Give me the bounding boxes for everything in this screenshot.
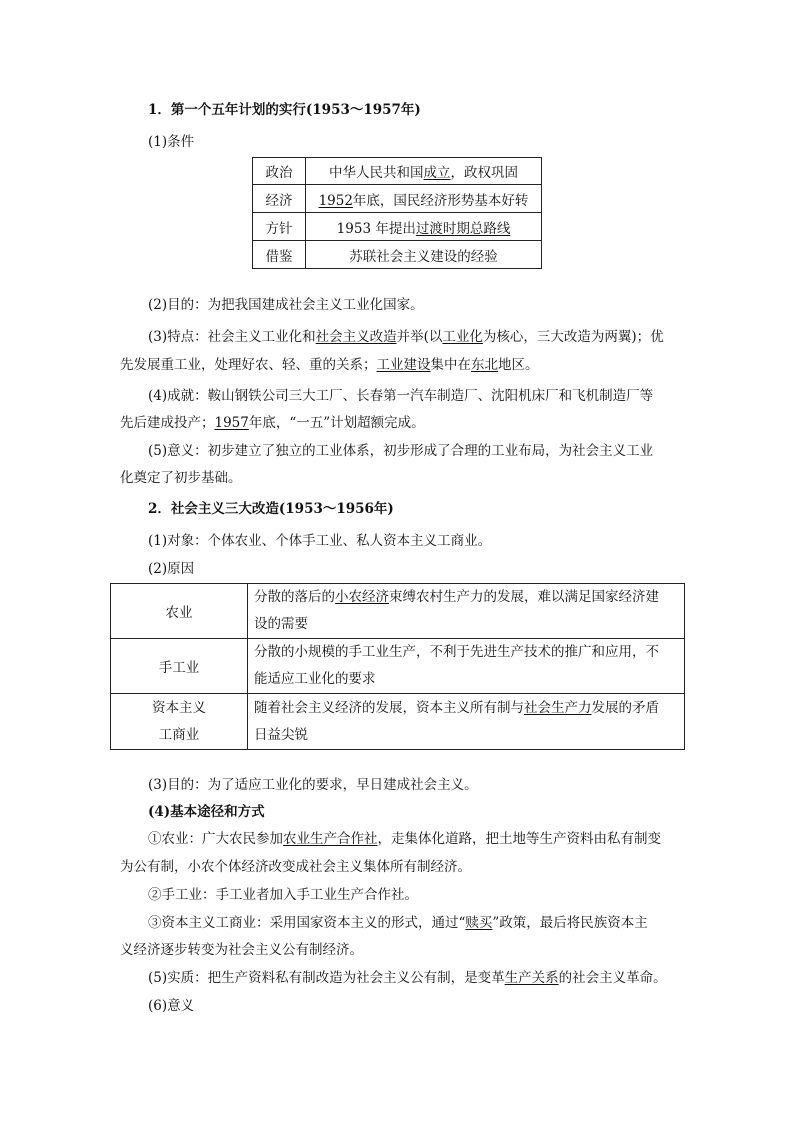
methods-label: (4)基本途径和方式 xyxy=(148,804,265,820)
commerce-paragraph: ③资本主义工商业：采用国家资本主义的形式，通过“赎买”政策，最后将民族资本主 xyxy=(148,915,648,931)
meaning-label: (6)意义 xyxy=(148,998,195,1014)
table-cell-key: 资本主义 工商业 xyxy=(111,694,248,750)
table-cell-value: 苏联社会主义建设的经验 xyxy=(306,241,542,269)
table-cell-key: 经济 xyxy=(253,185,306,213)
commerce-paragraph-line2: 义经济逐步转变为社会主义公有制经济。 xyxy=(120,942,363,958)
targets-paragraph: (1)对象：个体农业、个体手工业、私人资本主义工商业。 xyxy=(148,533,492,549)
table-cell-value: 随着社会主义经济的发展，资本主义所有制与社会生产力发展的矛盾 日益尖锐 xyxy=(248,694,685,750)
conditions-table xyxy=(252,157,542,269)
achievements-paragraph-line2: 先后建成投产；1957年底，“一五”计划超额完成。 xyxy=(120,415,425,431)
table-cell-value: 分散的小规模的手工业生产，不利于先进生产技术的推广和应用，不 能适应工业化的要求 xyxy=(248,639,685,694)
agriculture-paragraph-line2: 为公有制，小农个体经济改变成社会主义集体所有制经济。 xyxy=(120,859,471,875)
features-paragraph-line2: 先发展重工业，处理好农、轻、重的关系；工业建设集中在东北地区。 xyxy=(120,357,539,373)
achievements-paragraph: (4)成就：鞍山钢铁公司三大工厂、长春第一汽车制造厂、沈阳机床厂和飞机制造厂等 xyxy=(148,388,654,404)
goal-paragraph: (3)目的：为了适应工业化的要求，早日建成社会主义。 xyxy=(148,777,478,793)
table-cell-key: 手工业 xyxy=(111,639,248,694)
purpose-paragraph: (2)目的：为把我国建成社会主义工业化国家。 xyxy=(148,297,424,313)
reasons-label: (2)原因 xyxy=(148,561,195,577)
table-cell-value: 分散的落后的小农经济束缚农村生产力的发展，难以满足国家经济建 设的需要 xyxy=(248,584,685,639)
table-cell-value: 1953 年提出过渡时期总路线 xyxy=(306,213,542,241)
table-cell-key: 方针 xyxy=(253,213,306,241)
table-cell-value: 中华人民共和国成立，政权巩固 xyxy=(306,158,542,185)
essence-paragraph: (5)实质：把生产资料私有制改造为社会主义公有制，是变革生产关系的社会主义革命。 xyxy=(148,970,667,986)
conditions-label: (1)条件 xyxy=(148,134,195,150)
agriculture-paragraph: ①农业：广大农民参加农业生产合作社，走集体化道路，把土地等生产资料由私有制变 xyxy=(148,831,661,847)
table-cell-key: 借鉴 xyxy=(253,241,306,269)
section1-heading: 1．第一个五年计划的实行(1953～1957年) xyxy=(148,102,421,118)
handicraft-paragraph: ②手工业：手工业者加入手工业生产合作社。 xyxy=(148,887,418,903)
table-cell-value: 1952年底，国民经济形势基本好转 xyxy=(306,185,542,213)
features-paragraph: (3)特点：社会主义工业化和社会主义改造并举(以工业化为核心，三大改造为两翼)；优 xyxy=(148,329,664,345)
reasons-table xyxy=(110,583,685,750)
significance-paragraph-line2: 化奠定了初步基础。 xyxy=(120,470,242,486)
table-cell-key: 农业 xyxy=(111,584,248,639)
significance-paragraph: (5)意义：初步建立了独立的工业体系，初步形成了合理的工业布局，为社会主义工业 xyxy=(148,443,654,459)
section2-heading: 2．社会主义三大改造(1953～1956年) xyxy=(148,501,394,517)
table-cell-key: 政治 xyxy=(253,158,306,185)
